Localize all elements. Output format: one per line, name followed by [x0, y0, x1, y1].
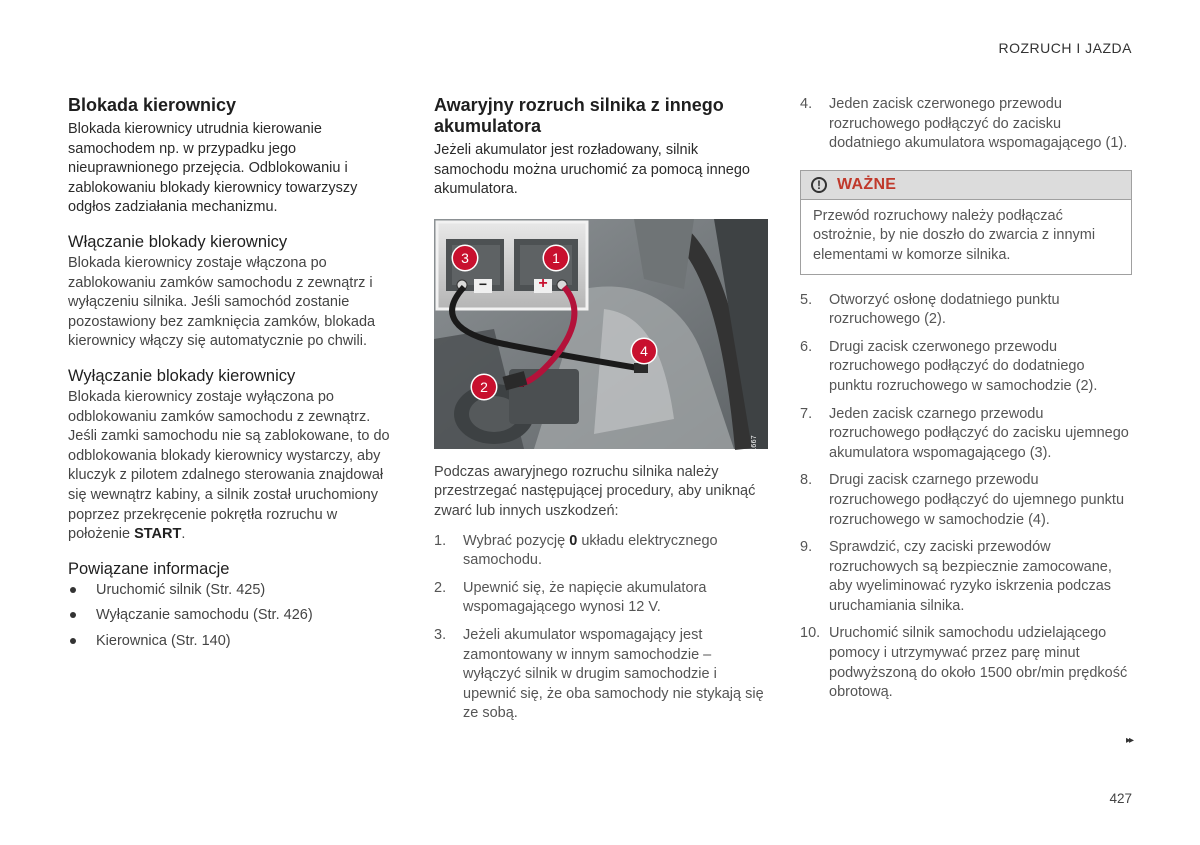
- lock-off-text: [68, 388, 400, 545]
- step: [800, 338, 1132, 397]
- step: [434, 532, 768, 571]
- related-link[interactable]: [68, 632, 400, 652]
- step-number: 1.: [434, 532, 447, 549]
- step-number: 3.: [434, 626, 447, 643]
- step-text: Otworzyć osłonę dodatniego punktu rozruchowego (2).: [829, 291, 1060, 328]
- steering-lock-intro: Blokada kierownicy utrudnia kierowanie samochodem np. w przypadku jego nieuprawnionego przejęcia. Odblokowaniu i zablokowaniu blokady kierownicy towarzyszy odgłos zadziałania mechanizmu.: [68, 121, 358, 216]
- step-number: 8.: [800, 472, 813, 489]
- lock-on-text: Blokada kierownicy zostaje włączona po zablokowaniu zamków samochodu z zewnątrz i wyłączeniu silnika. Jeśli samochód zostanie pozostawiony bez zamknięcia zamków, blokada kierownicy włączy się automatycznie po chwili.: [68, 254, 376, 350]
- bullet-icon: [70, 638, 76, 644]
- step: [434, 626, 768, 724]
- step-number: 4.: [800, 96, 813, 112]
- important-notice-header: [801, 171, 1131, 200]
- lock-on-title: Włączanie blokady kierownicy: [68, 232, 288, 251]
- jump-start-title: Awaryjny rozruch silnika z innego akumulatora: [434, 95, 724, 136]
- related-link[interactable]: [68, 606, 400, 626]
- steps-list-2b: [800, 291, 1132, 703]
- lock-off-text-main: Blokada kierownicy zostaje wyłączona po odblokowaniu zamków samochodu z zewnątrz. Jeśli zamki samochodu nie są zablokowane, to do odblokowania blokady kierownicy wystarczy, aby kluczyk z pilotem zdalnego sterowania znajdował się wewnątrz kabiny, a silnik został uruchomiony poprzez przekręcenie pokrętła rozruchu w położenie: [68, 388, 390, 543]
- important-label: WAŻNE: [837, 175, 897, 193]
- step: [800, 291, 1132, 330]
- callout-3: 3: [453, 246, 477, 270]
- minus-sign: −: [478, 275, 488, 292]
- step: [800, 538, 1132, 616]
- step: [800, 624, 1132, 702]
- callout-2: 2: [472, 375, 496, 399]
- step-text: Upewnić się, że napięcie akumulatora wspomagającego wynosi 12 V.: [463, 579, 707, 616]
- step-text: Drugi zacisk czarnego przewodu rozruchowego podłączyć do ujemnego punktu rozruchowego w samochodzie (4).: [829, 472, 1125, 528]
- bullet-icon: [70, 587, 76, 593]
- column-jump-start: [434, 95, 768, 732]
- step-number: 6.: [800, 338, 813, 355]
- column-jump-start-continued: [800, 95, 1132, 711]
- warning-icon: !: [811, 177, 827, 193]
- lock-off-title: Wyłączanie blokady kierownicy: [68, 366, 296, 385]
- step-number: 5.: [800, 291, 813, 308]
- lock-off-text-end: .: [181, 526, 186, 543]
- important-text: Przewód rozruchowy należy podłączać ostrożnie, by nie doszło do zwarcia z innymi elementami w komorze silnika.: [813, 207, 1096, 263]
- column-steering-lock: [68, 95, 400, 657]
- related-link-label: Uruchomić silnik (Str. 425): [96, 581, 266, 598]
- step-text: Sprawdzić, czy zaciski przewodów rozruchowych są bezpiecznie zamocowane, aby wyeliminować ryzyko iskrzenia podczas uruchamiania silnika.: [829, 539, 1112, 614]
- important-notice: [800, 170, 1132, 275]
- step: [800, 95, 1132, 154]
- step-number: 7.: [800, 405, 813, 422]
- next-page-icon[interactable]: ▸▸: [1125, 735, 1132, 746]
- step-number: 10.: [800, 625, 821, 642]
- step-text: Jeden zacisk czarnego przewodu rozruchowego podłączyć do zacisku ujemnego akumulatora wspomagającego (3).: [829, 405, 1129, 461]
- engine-bay-illustration: [434, 219, 768, 466]
- procedure-intro: Podczas awaryjnego rozruchu silnika należy przestrzegać następującej procedury, aby uniknąć zwarć lub innych uszkodzeń:: [434, 463, 756, 519]
- section-header: ROZRUCH I JAZDA: [998, 40, 1132, 56]
- step-text-end: układu elektrycznego samochodu.: [463, 532, 718, 569]
- step: [434, 579, 768, 618]
- step-text: Drugi zacisk czerwonego przewodu rozruchowego podłączyć do dodatniego punktu rozruchowego w samochodzie (2).: [829, 338, 1098, 394]
- related-link[interactable]: [68, 581, 400, 601]
- page-number: 427: [1109, 791, 1132, 806]
- figure-code: G051667: [751, 434, 758, 466]
- steps-list-2a: [800, 95, 1132, 154]
- step-text: Jeden zacisk czerwonego przewodu rozruchowego podłączyć do zacisku dodatniego akumulatora wspomagającego (1).: [829, 96, 1128, 152]
- engine-bay-svg: [434, 219, 768, 449]
- callout-1: 1: [544, 246, 568, 270]
- related-list: [68, 581, 400, 652]
- step-text: Jeżeli akumulator wspomagający jest zamontowany w innym samochodzie – wyłączyć silnik w drugim samochodzie i upewnić się, że oba samochody nie stykają się ze sobą.: [463, 626, 764, 722]
- plus-sign: +: [538, 274, 548, 292]
- bullet-icon: [70, 612, 76, 618]
- step-keyword: 0: [569, 532, 578, 549]
- jump-start-intro: Jeżeli akumulator jest rozładowany, silnik samochodu można uruchomić za pomocą innego akumulatora.: [434, 142, 750, 198]
- step: [800, 405, 1132, 464]
- callout-4: 4: [632, 339, 656, 363]
- step: [800, 471, 1132, 530]
- steering-lock-title: Blokada kierownicy: [68, 95, 237, 115]
- related-link-label: Wyłączanie samochodu (Str. 426): [96, 607, 313, 624]
- start-keyword: START: [134, 526, 182, 543]
- step-text: Wybrać pozycję: [463, 532, 570, 549]
- step-number: 9.: [800, 539, 813, 556]
- related-title: Powiązane informacje: [68, 559, 230, 578]
- related-link-label: Kierownica (Str. 140): [96, 632, 231, 649]
- steps-list-1: [434, 532, 768, 724]
- step-text: Uruchomić silnik samochodu udzielającego pomocy i utrzymywać przez parę minut podwyższoną do około 1500 obr/min prędkość obrotową.: [829, 625, 1128, 701]
- step-number: 2.: [434, 579, 447, 596]
